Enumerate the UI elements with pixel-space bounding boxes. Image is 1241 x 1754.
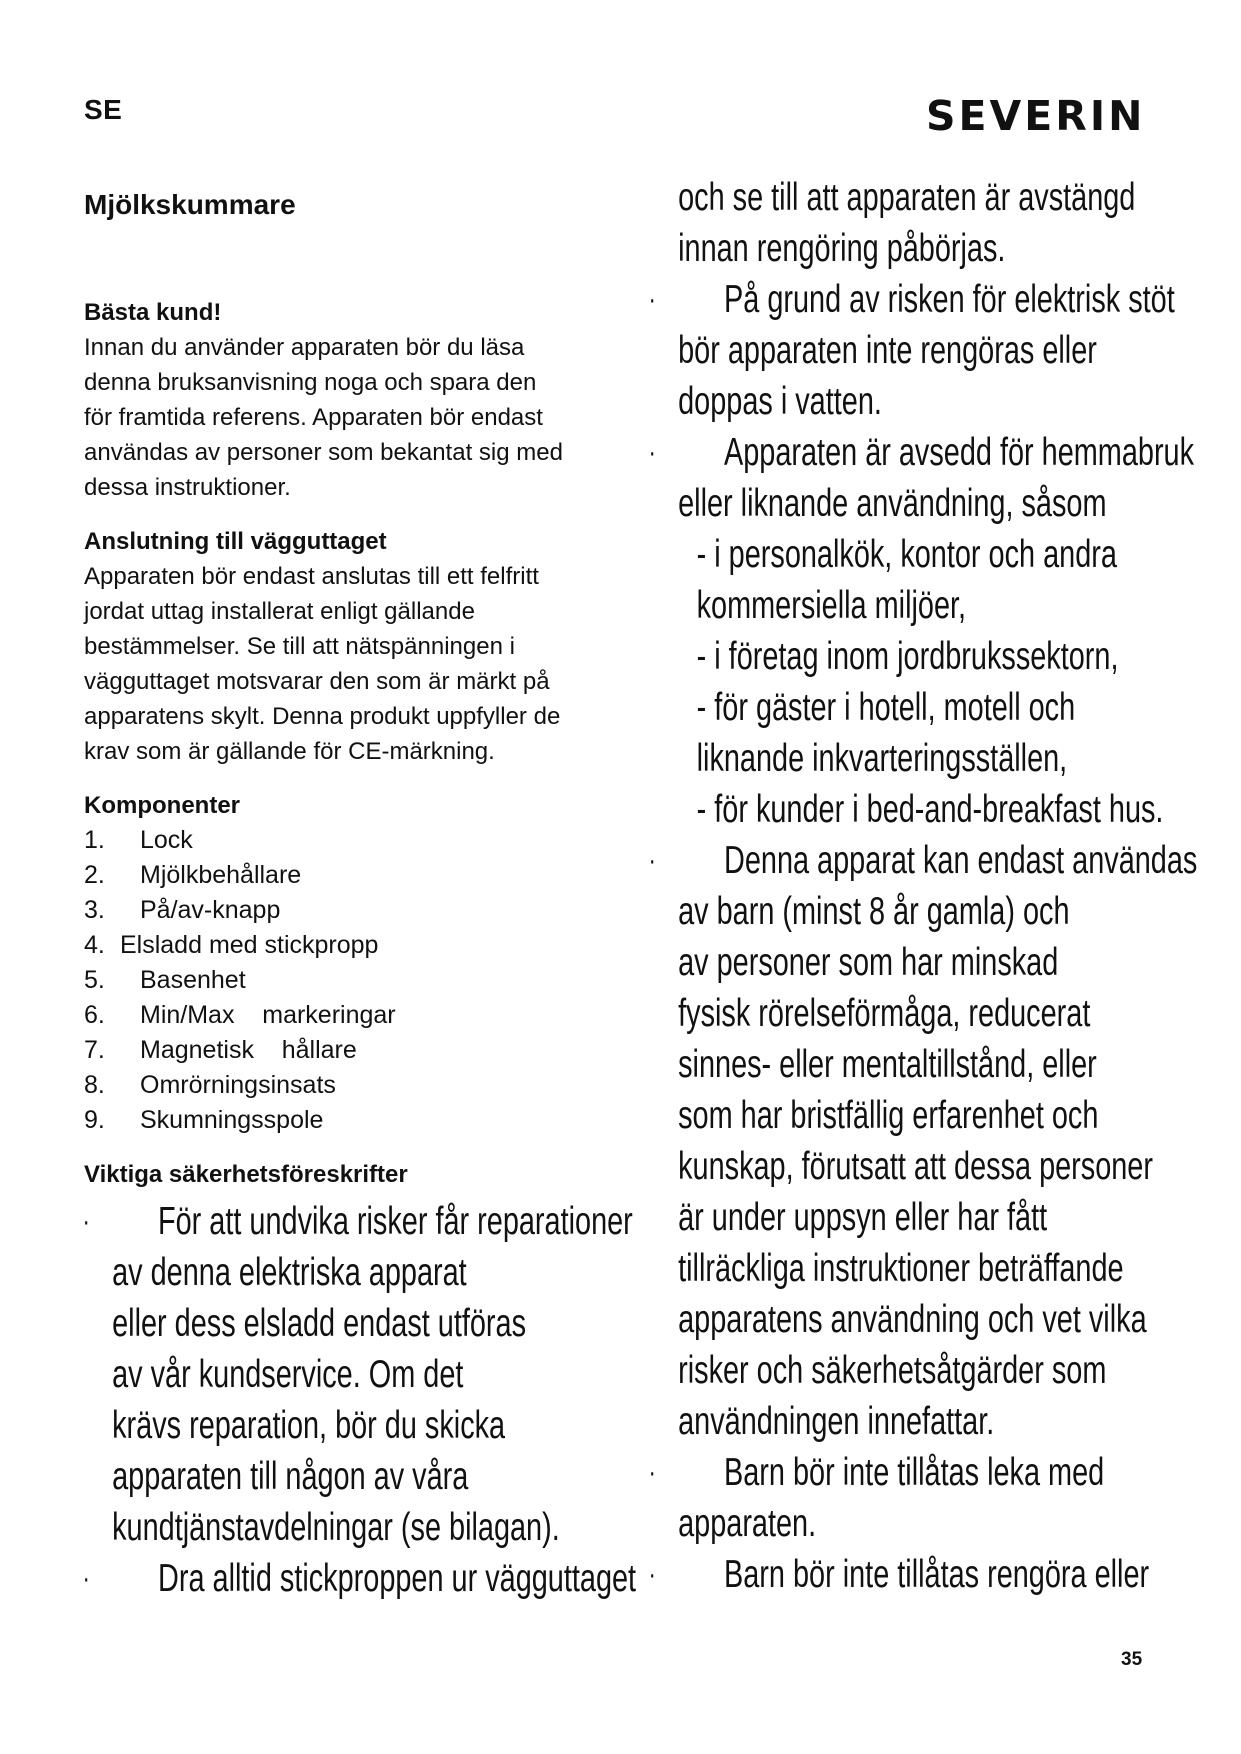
list-item: liknande inkvarteringsställen, [696, 737, 1068, 780]
bullet-line: apparaten till någon av våra [112, 1455, 469, 1498]
bullet-line: eller liknande användning, såsom [678, 482, 1107, 525]
bullet-line: av vår kundservice. Om det [112, 1353, 464, 1396]
bullet-line: För att undvika risker får reparationer [158, 1200, 633, 1243]
household-usage-list [678, 529, 1212, 835]
item-number: 4. [84, 931, 105, 959]
connection-line: Apparaten bör endast anslutas till ett felfritt [84, 563, 539, 590]
list-item [84, 823, 654, 858]
safety-instructions [84, 1196, 646, 1604]
bullet-line: doppas i vatten. [678, 380, 882, 423]
item-label: Mjölkbehållare [140, 861, 302, 889]
safety-bullet [650, 1549, 1212, 1600]
bullet-line: tillräckliga instruktioner beträffande [678, 1247, 1124, 1290]
item-number: 2. [84, 861, 105, 889]
intro-line: användas av personer som bekantat sig med [84, 439, 563, 466]
bullet-line: Barn bör inte tillåtas rengöra eller [724, 1553, 1150, 1596]
components-heading: Komponenter [84, 792, 240, 819]
bullet-icon: · [648, 436, 656, 469]
bullet-line: kundtjänstavdelningar (se bilagan). [112, 1506, 560, 1549]
language-code: SE [84, 94, 123, 125]
bullet-line: Dra alltid stickproppen ur vägguttaget [158, 1557, 637, 1600]
bullet-line: eller dess elsladd endast utföras [112, 1302, 527, 1345]
item-label: Min/Max markeringar [140, 1001, 396, 1029]
list-item: - i personalkök, kontor och andra [696, 533, 1117, 576]
bullet-line: På grund av risken för elektrisk stöt [724, 278, 1175, 321]
bullet-line: användningen innefattar. [678, 1400, 995, 1443]
connection-line: vägguttaget motsvarar den som är märkt på [84, 668, 550, 695]
list-item: kommersiella miljöer, [696, 584, 967, 627]
bullet-line: av denna elektriska apparat [112, 1251, 467, 1294]
bullet-line: som har bristfällig erfarenhet och [678, 1094, 1099, 1137]
item-number: 5. [84, 966, 105, 994]
item-number: 1. [84, 826, 105, 854]
intro-paragraph [84, 330, 654, 505]
connection-line: krav som är gällande för CE-märkning. [84, 738, 495, 765]
intro-line: denna bruksanvisning noga och spara den [84, 369, 537, 396]
bullet-line: apparaten. [678, 1502, 817, 1545]
safety-bullet [650, 1447, 1212, 1549]
list-item [84, 1033, 654, 1068]
bullet-line: av personer som har minskad [678, 941, 1059, 984]
bullet-icon: · [648, 283, 656, 316]
item-number: 9. [84, 1106, 105, 1134]
document-title: Mjölkskummare [84, 189, 296, 220]
connection-paragraph [84, 559, 654, 769]
greeting-heading: Bästa kund! [84, 299, 222, 326]
item-label: På/av-knapp [140, 896, 281, 924]
item-label: Omrörningsinsats [140, 1071, 336, 1099]
list-item [84, 1068, 654, 1103]
left-column [84, 188, 654, 1604]
item-label: Skumningsspole [140, 1106, 324, 1134]
bullet-line: risker och säkerhetsåtgärder som [678, 1349, 1107, 1392]
list-item [84, 928, 654, 963]
item-label: Magnetisk hållare [140, 1036, 357, 1064]
bullet-line: och se till att apparaten är avstängd [678, 176, 1136, 219]
continuation-text [650, 172, 1212, 274]
list-item [84, 858, 654, 893]
safety-bullet [84, 1553, 646, 1604]
safety-bullet [650, 274, 1212, 427]
list-item: - i företag inom jordbrukssektorn, [696, 635, 1119, 678]
safety-bullet [650, 427, 1212, 835]
bullet-line: Barn bör inte tillåtas leka med [724, 1451, 1105, 1494]
bullet-line: fysisk rörelseförmåga, reducerat [678, 992, 1091, 1035]
list-item: - för kunder i bed-and-breakfast hus. [696, 788, 1164, 831]
connection-line: bestämmelser. Se till att nätspänningen i [84, 633, 515, 660]
intro-line: för framtida referens. Apparaten bör endast [84, 404, 543, 431]
bullet-icon: · [648, 1456, 656, 1489]
right-column [648, 176, 1210, 1600]
list-item [84, 963, 654, 998]
item-number: 3. [84, 896, 105, 924]
connection-line: apparatens skylt. Denna produkt uppfyller de [84, 703, 561, 730]
item-label: Elsladd med stickpropp [120, 931, 379, 959]
bullet-line: krävs reparation, bör du skicka [112, 1404, 506, 1447]
connection-line: jordat uttag installerat enligt gällande [84, 598, 475, 625]
list-item [84, 998, 654, 1033]
bullet-line: är under uppsyn eller har fått [678, 1196, 1048, 1239]
bullet-icon: · [82, 1562, 90, 1595]
item-label: Basenhet [140, 966, 246, 994]
bullet-line: apparatens användning och vet vilka [678, 1298, 1147, 1341]
safety-heading: Viktiga säkerhetsföreskrifter [84, 1161, 408, 1188]
intro-line: Innan du använder apparaten bör du läsa [84, 334, 525, 361]
item-number: 8. [84, 1071, 105, 1099]
item-label: Lock [140, 826, 193, 854]
list-item: - för gäster i hotell, motell och [696, 686, 1076, 729]
intro-line: dessa instruktioner. [84, 474, 291, 501]
item-number: 6. [84, 1001, 105, 1029]
page-number: 35 [1121, 1649, 1143, 1670]
bullet-line: Apparaten är avsedd för hemmabruk [724, 431, 1195, 474]
connection-heading: Anslutning till vägguttaget [84, 528, 387, 555]
bullet-line: sinnes- eller mentaltillstånd, eller [678, 1043, 1097, 1086]
bullet-line: bör apparaten inte rengöras eller [678, 329, 1097, 372]
list-item [84, 1103, 654, 1138]
components-list [84, 823, 654, 1138]
safety-bullet [650, 835, 1212, 1447]
list-item [84, 893, 654, 928]
bullet-line: Denna apparat kan endast användas [724, 839, 1198, 882]
safety-bullet [84, 1196, 646, 1553]
bullet-line: innan rengöring påbörjas. [678, 227, 1006, 270]
bullet-line: kunskap, förutsatt att dessa personer [678, 1145, 1153, 1188]
safety-instructions-continued [650, 172, 1212, 1600]
bullet-icon: · [82, 1205, 90, 1238]
bullet-icon: · [648, 1558, 656, 1591]
bullet-icon: · [648, 844, 656, 877]
bullet-line: av barn (minst 8 år gamla) och [678, 890, 1070, 933]
severin-logo: SEVERIN [926, 92, 1146, 140]
item-number: 7. [84, 1036, 105, 1064]
